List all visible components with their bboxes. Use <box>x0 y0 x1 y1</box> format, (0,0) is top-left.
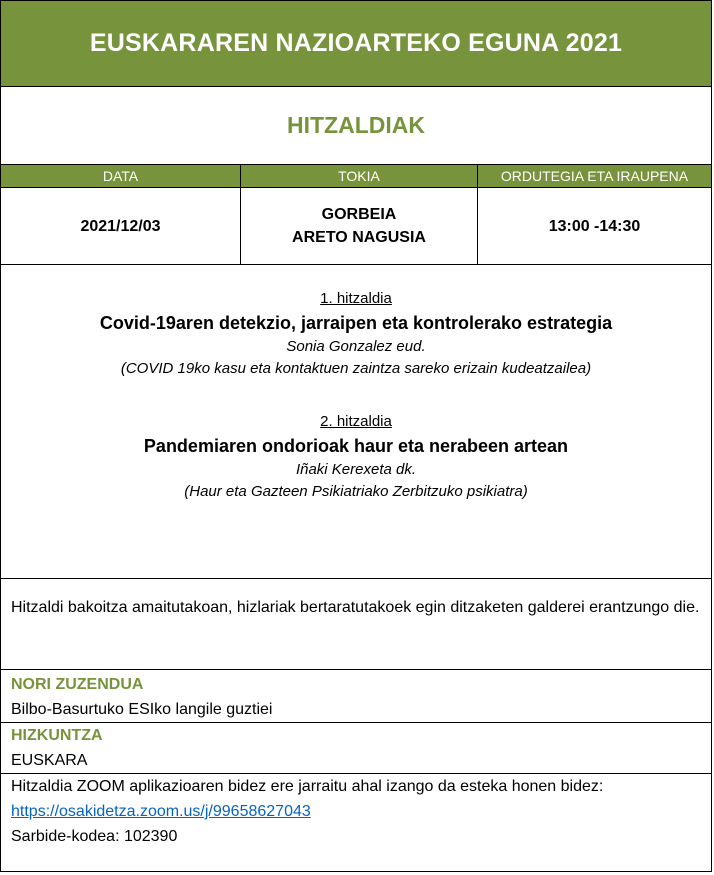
talk-speaker-role: (COVID 19ko kasu eta kontaktuen zaintza sareko erizain kudeatzailea) <box>120 360 592 377</box>
details-row <box>1 188 711 265</box>
place-line-1: GORBEIA <box>321 206 397 223</box>
talk-speaker: Sonia Gonzalez eud. <box>286 338 426 355</box>
zoom-text: Hitzaldia ZOOM aplikazioaren bidez ere jarraitu ahal izango da esteka honen bidez: <box>11 778 604 795</box>
talk-number: 2. hitzaldia <box>320 413 392 430</box>
date-value: 2021/12/03 <box>80 217 161 235</box>
time-value: 13:00 -14:30 <box>548 217 641 235</box>
talk-title: Covid-19aren detekzio, jarraipen eta kontrolerako estrategia <box>99 313 613 333</box>
talk-speaker-role: (Haur eta Gazteen Psikiatriako Zerbitzuko psikiatra) <box>184 483 528 500</box>
subtitle-row <box>1 87 711 165</box>
talk-title: Pandemiaren ondorioak haur eta nerabeen artean <box>143 436 569 456</box>
audience-label: NORI ZUZENDUA <box>11 676 144 693</box>
zoom-link[interactable]: https://osakidetza.zoom.us/j/99658627043 <box>11 803 311 820</box>
info-section <box>1 670 711 873</box>
place-cell <box>241 188 478 264</box>
language-label: HIZKUNTZA <box>11 727 103 744</box>
event-title: EUSKARAREN NAZIOARTEKO EGUNA 2021 <box>89 29 623 57</box>
access-code: Sarbide-kodea: 102390 <box>11 828 178 845</box>
date-cell <box>1 188 241 264</box>
zoom-link-line <box>11 799 701 824</box>
place-line-2: ARETO NAGUSIA <box>292 229 426 246</box>
talks-section <box>1 265 711 579</box>
time-cell <box>478 188 711 264</box>
audience-value: Bilbo-Basurtuko ESIko langile guztiei <box>1 697 711 723</box>
section-title: HITZALDIAK <box>287 112 425 138</box>
talk-1 <box>1 288 711 380</box>
talk-speaker: Iñaki Kerexeta dk. <box>295 461 417 478</box>
header-time: ORDUTEGIA ETA IRAUPENA <box>500 168 689 184</box>
header-place: TOKIA <box>241 165 478 187</box>
questions-note: Hitzaldi bakoitza amaitutakoan, hizlariak bertaratutakoek egin ditzaketen galderei erantzungo die. <box>1 579 711 670</box>
language-value: EUSKARA <box>1 748 711 774</box>
talk-number: 1. hitzaldia <box>320 290 392 307</box>
header-bar <box>1 1 711 87</box>
header-date: DATA <box>1 165 241 187</box>
talk-2 <box>1 411 711 503</box>
column-headers <box>1 165 711 188</box>
